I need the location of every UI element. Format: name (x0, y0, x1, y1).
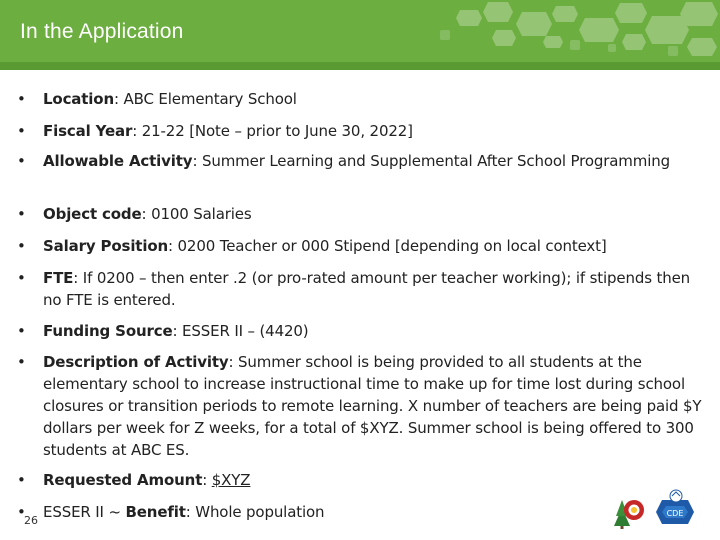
list-item-label: FTE (43, 269, 74, 287)
slide-number: 26 (24, 514, 38, 527)
bullet-dot: • (17, 205, 26, 223)
list-item-value: : 21-22 [Note – prior to June 30, 2022] (132, 122, 413, 140)
list-item-text (43, 320, 713, 342)
bullet-dot: • (17, 90, 26, 108)
bullet-dot: • (17, 237, 26, 255)
page-title: In the Application (20, 20, 184, 43)
list-item-value-underlined: $XYZ (211, 471, 251, 489)
list-item-label: Allowable Activity (43, 152, 193, 170)
list-item-text (43, 150, 713, 172)
list-item-text (43, 235, 713, 257)
bullet-dot: • (17, 353, 26, 371)
list-item-value: : ESSER II – (4420) (172, 322, 309, 340)
footer-logos (602, 482, 702, 530)
tree-logo-icon (614, 500, 644, 529)
list-item-label: Location (43, 90, 114, 108)
list-item-value-prefix: : (202, 471, 212, 489)
list-item-value: : 0200 Teacher or 000 Stipend [depending on local context] (168, 237, 607, 255)
bullet-dot: • (17, 322, 26, 340)
list-item-label: Object code (43, 205, 142, 223)
bullet-dot: • (17, 122, 26, 140)
list-item-value: : ABC Elementary School (113, 90, 297, 108)
bullet-dot: • (17, 269, 26, 287)
list-item-value: : 0100 Salaries (141, 205, 252, 223)
list-item-label: Salary Position (43, 237, 169, 255)
list-item-value: : If 0200 – then enter .2 (or pro-rated amount per teacher working); if stipends then no FTE is entered. (43, 269, 691, 309)
cde-logo-text: CDE (666, 509, 684, 518)
list-item-text (43, 267, 713, 311)
list-item-prefix: ESSER II ~ (43, 503, 126, 521)
list-item-label: Fiscal Year (43, 122, 133, 140)
bullet-dot: • (17, 152, 26, 170)
list-item-value: : Whole population (185, 503, 325, 521)
bullet-dot: • (17, 471, 26, 489)
bullet-dot: • (17, 503, 26, 521)
list-item-text (43, 351, 713, 461)
list-item-value: : Summer school is being provided to all students at the elementary school to increase instructional time to make up for time lost during school closures or transition periods to remote learning. X number of teachers are being paid $Y dollars per week for Z weeks, for a total of $XYZ. Summer school is being offered to 300 students at ABC ES. (43, 353, 702, 459)
list-item-text (43, 203, 713, 225)
cde-logo-icon (656, 490, 694, 524)
list-item-label: Description of Activity (43, 353, 229, 371)
list-item-label: Benefit (125, 503, 186, 521)
list-item-label: Funding Source (43, 322, 173, 340)
list-item-value: : Summer Learning and Supplemental After School Programming (192, 152, 670, 170)
list-item-label: Requested Amount (43, 471, 203, 489)
list-item-text (43, 88, 713, 110)
list-item-text (43, 120, 713, 142)
